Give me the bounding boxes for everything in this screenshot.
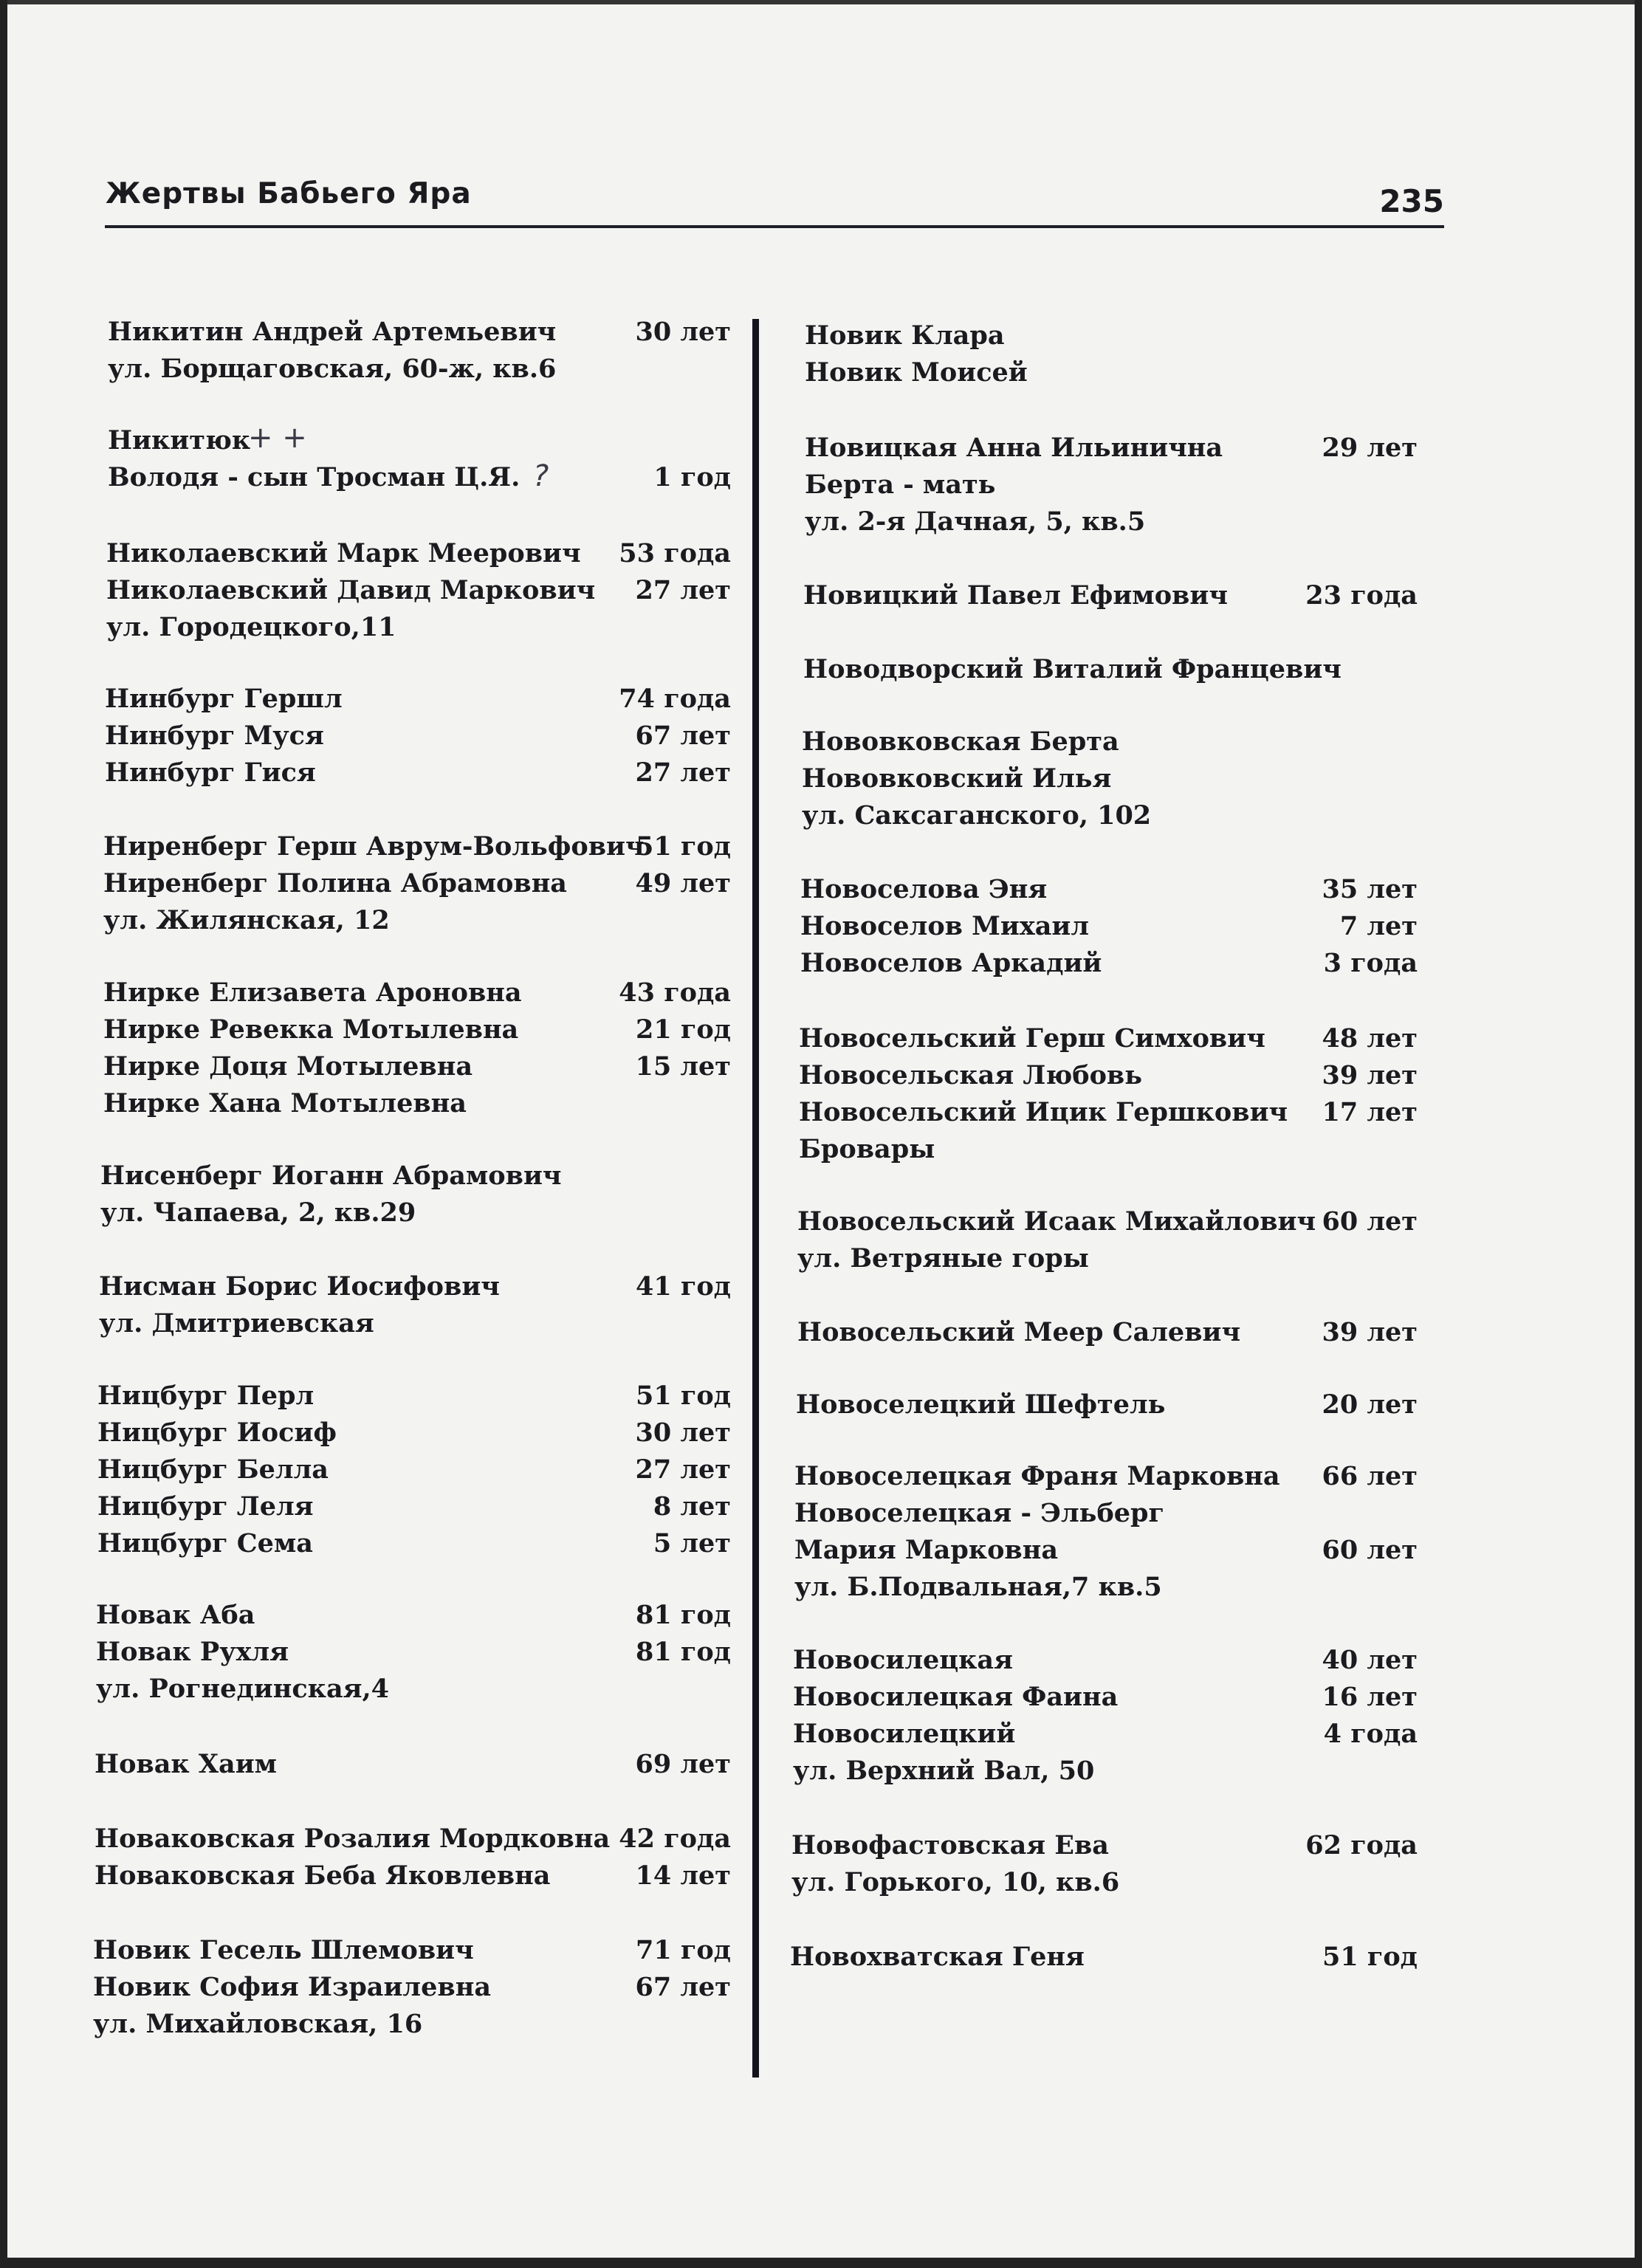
victim-entry bbox=[793, 1642, 1425, 1790]
entry-age: 27 лет bbox=[635, 1454, 731, 1485]
entry-line bbox=[108, 314, 738, 351]
entry-name: Новик София Израилевна bbox=[93, 1972, 491, 2002]
victim-entry bbox=[106, 535, 738, 646]
victim-entry bbox=[93, 1932, 738, 2043]
victim-entry bbox=[796, 1386, 1425, 1423]
entry-line bbox=[799, 1057, 1425, 1094]
entry-line bbox=[108, 459, 738, 496]
entry-line bbox=[97, 1378, 738, 1415]
entry-name: Новицкий Павел Ефимович bbox=[803, 580, 1228, 611]
entry-name: ул. Михайловская, 16 bbox=[93, 2009, 423, 2039]
victim-entry bbox=[108, 422, 738, 496]
entry-name: Новак Рухля bbox=[96, 1637, 289, 1667]
victim-entry bbox=[803, 577, 1425, 614]
entry-name: Новосельский Ицик Гершкович bbox=[799, 1097, 1288, 1127]
entry-age: 81 год bbox=[635, 1637, 731, 1667]
entry-age: 4 года bbox=[1323, 1719, 1418, 1749]
entry-line bbox=[97, 1488, 738, 1525]
victim-entry bbox=[103, 975, 738, 1122]
entry-name: Ницбург Перл bbox=[97, 1381, 315, 1411]
entry-name: Нирке Доця Мотылевна bbox=[103, 1051, 473, 1082]
entry-line bbox=[108, 351, 738, 388]
entry-age: 30 лет bbox=[635, 317, 731, 347]
entry-name: Новоселецкая - Эльберг bbox=[794, 1498, 1164, 1528]
entry-name: Новофастовская Ева bbox=[791, 1830, 1109, 1860]
entry-line bbox=[805, 430, 1425, 467]
entry-name: ул. Саксаганского, 102 bbox=[802, 800, 1152, 831]
entry-line bbox=[103, 1085, 738, 1122]
victim-entry bbox=[108, 314, 738, 388]
entry-name: ул. Верхний Вал, 50 bbox=[793, 1756, 1095, 1786]
entry-line bbox=[95, 1858, 738, 1894]
entry-name: Берта - мать bbox=[805, 470, 996, 500]
entry-line bbox=[96, 1634, 738, 1671]
entry-name: Новохватская Геня bbox=[790, 1942, 1085, 1972]
entry-name: Ницбург Леля bbox=[97, 1491, 314, 1522]
entry-line bbox=[791, 1864, 1425, 1901]
entry-name: Ницбург Белла bbox=[97, 1454, 329, 1485]
entry-line bbox=[97, 1415, 738, 1451]
entry-name: Нирке Ревекка Мотылевна bbox=[103, 1014, 519, 1045]
entry-age: 41 год bbox=[635, 1271, 731, 1302]
entry-age: 30 лет bbox=[635, 1418, 731, 1448]
entry-line bbox=[794, 1532, 1425, 1569]
entry-line bbox=[95, 1746, 738, 1783]
entry-age: 27 лет bbox=[635, 757, 731, 788]
entry-name: Новоселов Михаил bbox=[800, 911, 1090, 941]
entry-line bbox=[93, 1969, 738, 2006]
entry-line bbox=[799, 1131, 1425, 1168]
entry-age: 27 лет bbox=[635, 575, 731, 605]
entry-name: Новоселецкий Шефтель bbox=[796, 1389, 1166, 1420]
entry-name: Володя - сын Тросман Ц.Я. bbox=[108, 462, 521, 492]
entry-age: 74 года bbox=[619, 684, 731, 714]
victim-entry bbox=[103, 828, 738, 939]
victim-entry bbox=[805, 317, 1425, 391]
entry-line bbox=[100, 1195, 738, 1231]
entry-line bbox=[93, 1932, 738, 1969]
entry-name: Николаевский Марк Меерович bbox=[106, 538, 581, 568]
entry-line bbox=[802, 760, 1425, 797]
entry-line bbox=[791, 1827, 1425, 1864]
victim-entry bbox=[794, 1458, 1425, 1606]
entry-name: Нововковская Берта bbox=[802, 726, 1119, 757]
entry-name: Мария Марковна bbox=[794, 1535, 1059, 1565]
entry-line bbox=[800, 908, 1425, 945]
entry-age: 1 год bbox=[653, 462, 731, 492]
entry-name: Нинбург Гися bbox=[105, 757, 316, 788]
entry-line bbox=[95, 1821, 738, 1858]
entry-line bbox=[103, 1011, 738, 1048]
entry-name: ул. Рогнединская,4 bbox=[96, 1674, 390, 1704]
entry-name: Новицкая Анна Ильинична bbox=[805, 433, 1223, 463]
entry-age: 53 года bbox=[619, 538, 731, 568]
entry-age: 60 лет bbox=[1322, 1206, 1418, 1237]
entry-name: Никитин Андрей Артемьевич bbox=[108, 317, 557, 347]
entry-line bbox=[103, 902, 738, 939]
entry-age: 51 год bbox=[1322, 1942, 1418, 1972]
entry-name: Николаевский Давид Маркович bbox=[106, 575, 596, 605]
header-rule bbox=[105, 225, 1444, 228]
entry-name: Нирке Елизавета Ароновна bbox=[103, 977, 522, 1008]
entry-name: ул. 2-я Дачная, 5, кв.5 bbox=[805, 506, 1146, 537]
handwritten-question-mark: ? bbox=[533, 459, 549, 493]
entry-name: Нисман Борис Иосифович bbox=[99, 1271, 500, 1302]
entry-name: Ниренберг Герш Аврум-Вольфович bbox=[103, 831, 645, 862]
entry-name: Ниренберг Полина Абрамовна bbox=[103, 868, 567, 898]
entry-name: Новоселецкая Франя Марковна bbox=[794, 1461, 1280, 1491]
entry-age: 16 лет bbox=[1322, 1682, 1418, 1712]
entry-age: 60 лет bbox=[1322, 1535, 1418, 1565]
entry-name: Новоселов Аркадий bbox=[800, 948, 1102, 978]
entry-name: Нисенберг Иоганн Абрамович bbox=[100, 1161, 562, 1191]
entry-line bbox=[106, 572, 738, 609]
entry-name: Новик Клара bbox=[805, 320, 1005, 351]
entry-name: Новак Аба bbox=[96, 1600, 255, 1630]
entry-age: 66 лет bbox=[1322, 1461, 1418, 1491]
entry-name: Новоселова Эня bbox=[800, 874, 1048, 904]
entry-age: 8 лет bbox=[653, 1491, 731, 1522]
entry-line bbox=[99, 1268, 738, 1305]
scan-border-right bbox=[1635, 0, 1642, 2268]
entry-name: Бровары bbox=[799, 1134, 935, 1164]
entry-name: Новаковская Розалия Мордковна bbox=[95, 1824, 611, 1854]
entry-line bbox=[793, 1753, 1425, 1790]
victim-entry bbox=[99, 1268, 738, 1342]
entry-line bbox=[805, 467, 1425, 504]
entry-name: Новосилецкий bbox=[793, 1719, 1016, 1749]
page-number: 235 bbox=[1379, 183, 1444, 219]
entry-line bbox=[800, 871, 1425, 908]
entry-line bbox=[99, 1305, 738, 1342]
entry-age: 49 лет bbox=[635, 868, 731, 898]
entry-line bbox=[794, 1458, 1425, 1495]
entry-line bbox=[103, 975, 738, 1011]
victim-entry bbox=[100, 1158, 738, 1231]
entry-name: Нирке Хана Мотылевна bbox=[103, 1088, 467, 1118]
entry-name: Новосельский Герш Симхович bbox=[799, 1023, 1265, 1054]
entry-age: 5 лет bbox=[653, 1528, 731, 1559]
victim-entry bbox=[95, 1821, 738, 1894]
entry-line bbox=[103, 865, 738, 902]
entry-name: Новаковская Беба Яковлевна bbox=[95, 1860, 551, 1891]
entry-age: 23 года bbox=[1305, 580, 1418, 611]
entry-age: 7 лет bbox=[1339, 911, 1418, 941]
victim-entry bbox=[803, 651, 1425, 688]
entry-line bbox=[96, 1671, 738, 1708]
victim-entry bbox=[97, 1378, 738, 1562]
entry-name: ул. Городецкого,11 bbox=[106, 612, 396, 642]
entry-line bbox=[799, 1094, 1425, 1131]
entry-line bbox=[97, 1451, 738, 1488]
entry-age: 14 лет bbox=[635, 1860, 731, 1891]
entry-line bbox=[797, 1314, 1425, 1351]
entry-name: Ницбург Иосиф bbox=[97, 1418, 337, 1448]
entry-name: Новик Моисей bbox=[805, 357, 1028, 388]
entry-name: Новосилецкая Фаина bbox=[793, 1682, 1119, 1712]
entry-name: Нинбург Муся bbox=[105, 721, 324, 751]
entry-name: ул. Ветряные горы bbox=[797, 1243, 1089, 1274]
entry-age: 29 лет bbox=[1322, 433, 1418, 463]
entry-name: Нинбург Гершл bbox=[105, 684, 343, 714]
entry-line bbox=[803, 577, 1425, 614]
entry-age: 35 лет bbox=[1322, 874, 1418, 904]
entry-line bbox=[96, 1597, 738, 1634]
victim-entry bbox=[791, 1827, 1425, 1901]
victim-entry bbox=[96, 1597, 738, 1708]
entry-line bbox=[794, 1569, 1425, 1606]
running-header-title: Жертвы Бабьего Яра bbox=[106, 177, 472, 210]
entry-line bbox=[805, 317, 1425, 354]
entry-age: 62 года bbox=[1305, 1830, 1418, 1860]
entry-line bbox=[100, 1158, 738, 1195]
entry-age: 39 лет bbox=[1322, 1317, 1418, 1347]
entry-line bbox=[800, 945, 1425, 982]
victim-entry bbox=[797, 1203, 1425, 1277]
entry-line bbox=[790, 1939, 1425, 1976]
entry-age: 42 года bbox=[619, 1824, 731, 1854]
entry-line bbox=[797, 1240, 1425, 1277]
entry-name: Новосельский Исаак Михайлович bbox=[797, 1206, 1316, 1237]
entry-age: 69 лет bbox=[635, 1749, 731, 1779]
entry-name: Новосельская Любовь bbox=[799, 1060, 1142, 1090]
entry-age: 48 лет bbox=[1322, 1023, 1418, 1054]
column-divider bbox=[752, 319, 759, 2078]
entry-age: 67 лет bbox=[635, 721, 731, 751]
entry-age: 3 года bbox=[1323, 948, 1418, 978]
entry-line bbox=[802, 724, 1425, 760]
entry-line bbox=[802, 797, 1425, 834]
victim-entry bbox=[805, 430, 1425, 540]
entry-line bbox=[793, 1716, 1425, 1753]
entry-line bbox=[796, 1386, 1425, 1423]
entry-name: ул. Чапаева, 2, кв.29 bbox=[100, 1197, 416, 1228]
victim-entry bbox=[800, 871, 1425, 982]
entry-name: ул. Борщаговская, 60-ж, кв.6 bbox=[108, 354, 557, 384]
victim-entry bbox=[105, 681, 738, 791]
entry-line bbox=[793, 1642, 1425, 1679]
entry-name: ул. Горького, 10, кв.6 bbox=[791, 1867, 1120, 1897]
entry-line bbox=[799, 1020, 1425, 1057]
entry-name: Новодворский Виталий Францевич bbox=[803, 654, 1342, 684]
entry-line bbox=[97, 1525, 738, 1562]
entry-line bbox=[108, 422, 738, 459]
entry-age: 17 лет bbox=[1322, 1097, 1418, 1127]
entry-age: 20 лет bbox=[1322, 1389, 1418, 1420]
entry-name: Ницбург Сема bbox=[97, 1528, 313, 1559]
victim-entry bbox=[95, 1746, 738, 1783]
victim-entry bbox=[802, 724, 1425, 834]
entry-line bbox=[93, 2006, 738, 2043]
entry-age: 39 лет bbox=[1322, 1060, 1418, 1090]
entry-line bbox=[805, 354, 1425, 391]
scan-border-left bbox=[0, 0, 7, 2268]
entry-name: Новосилецкая bbox=[793, 1645, 1013, 1675]
entry-age: 67 лет bbox=[635, 1972, 731, 2002]
entry-age: 40 лет bbox=[1322, 1645, 1418, 1675]
entry-age: 51 год bbox=[635, 1381, 731, 1411]
entry-name: Никитюк bbox=[108, 425, 251, 456]
entry-name: ул. Б.Подвальная,7 кв.5 bbox=[794, 1572, 1162, 1602]
entry-age: 15 лет bbox=[635, 1051, 731, 1082]
entry-age: 21 год bbox=[635, 1014, 731, 1045]
scan-border-bottom bbox=[0, 2258, 1642, 2268]
victim-entry bbox=[790, 1939, 1425, 1976]
victim-entry bbox=[797, 1314, 1425, 1351]
entry-name: ул. Жилянская, 12 bbox=[103, 905, 390, 935]
entry-name: Новик Гесель Шлемович bbox=[93, 1935, 474, 1965]
entry-line bbox=[105, 718, 738, 755]
entry-age: 51 год bbox=[635, 831, 731, 862]
entry-line bbox=[794, 1495, 1425, 1532]
entry-line bbox=[805, 504, 1425, 540]
entry-line bbox=[803, 651, 1425, 688]
entry-line bbox=[103, 1048, 738, 1085]
handwritten-cross-marks: + + bbox=[248, 421, 307, 455]
entry-line bbox=[106, 609, 738, 646]
entry-name: Новак Хаим bbox=[95, 1749, 278, 1779]
entry-name: Новосельский Меер Салевич bbox=[797, 1317, 1241, 1347]
entry-line bbox=[105, 681, 738, 718]
entry-line bbox=[103, 828, 738, 865]
entry-age: 43 года bbox=[619, 977, 731, 1008]
entry-name: ул. Дмитриевская bbox=[99, 1308, 374, 1339]
entry-age: 71 год bbox=[635, 1935, 731, 1965]
entry-line bbox=[797, 1203, 1425, 1240]
entry-line bbox=[793, 1679, 1425, 1716]
victim-entry bbox=[799, 1020, 1425, 1168]
entry-age: 81 год bbox=[635, 1600, 731, 1630]
entry-line bbox=[105, 755, 738, 791]
entry-name: Нововковский Илья bbox=[802, 763, 1112, 794]
entry-line bbox=[106, 535, 738, 572]
scan-border-top bbox=[0, 0, 1642, 4]
